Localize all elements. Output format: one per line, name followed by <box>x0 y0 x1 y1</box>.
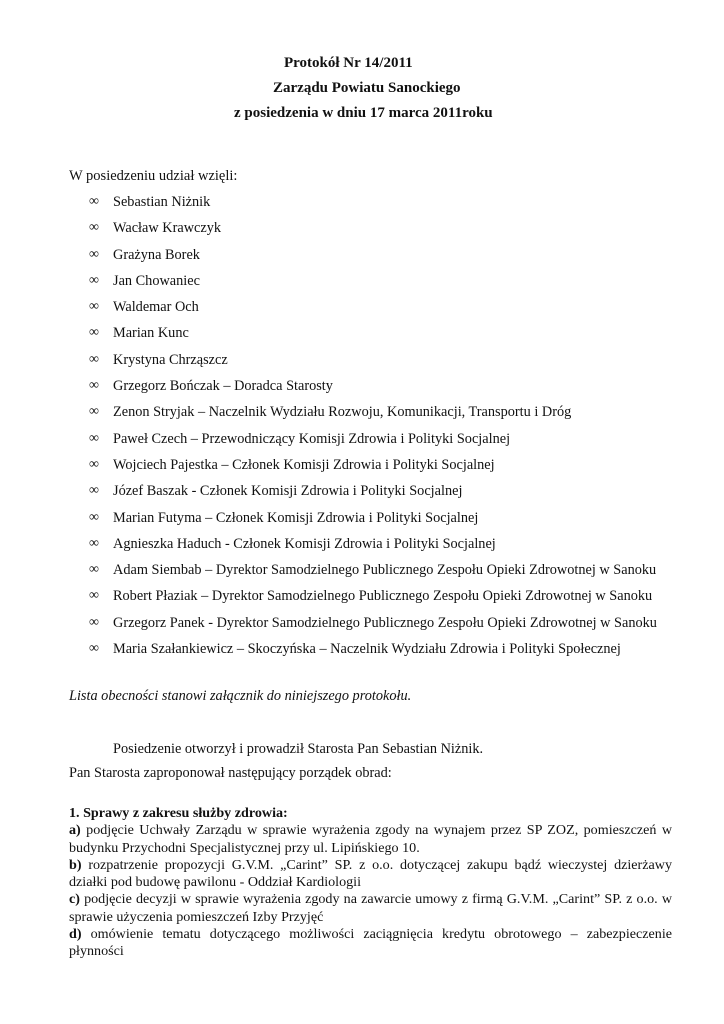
infinity-bullet-icon: ∞ <box>89 351 99 367</box>
infinity-bullet-icon: ∞ <box>89 614 99 630</box>
attendee-name: Grzegorz Bończak – Doradca Starosty <box>113 378 333 395</box>
attendee-name: Grzegorz Panek - Dyrektor Samodzielnego Publicznego Zespołu Opieki Zdrowotnej w Sanoku <box>113 614 657 631</box>
agenda-item-a <box>69 822 672 857</box>
attendee-name: Paweł Czech – Przewodniczący Komisji Zdrowia i Polityki Socjalnej <box>113 430 511 447</box>
attendee-name: Zenon Stryjak – Naczelnik Wydziału Rozwoju, Komunikacji, Transportu i Dróg <box>113 404 572 421</box>
infinity-bullet-icon: ∞ <box>89 562 99 578</box>
attendee-name: Robert Płaziak – Dyrektor Samodzielnego Publicznego Zespołu Opieki Zdrowotnej w Sanoku <box>113 588 653 605</box>
infinity-bullet-icon: ∞ <box>89 220 99 236</box>
attendee-name: Waldemar Och <box>113 299 199 316</box>
agenda-heading: 1. Sprawy z zakresu służby zdrowia: <box>69 805 288 821</box>
attendance-intro: W posiedzeniu udział wzięli: <box>69 168 238 184</box>
agenda-item-text: omówienie tematu dotyczącego możliwości zaciągnięcia kredytu obrotowego – zabezpieczenie płynności <box>69 926 672 960</box>
attendee-name: Maria Szałankiewicz – Skoczyńska – Naczelnik Wydziału Zdrowia i Polityki Społecznej <box>113 641 621 658</box>
attendee-name: Józef Baszak - Członek Komisji Zdrowia i Polityki Socjalnej <box>113 483 463 500</box>
infinity-bullet-icon: ∞ <box>89 483 99 499</box>
agenda-item-letter: b) <box>69 856 82 873</box>
attendee-name: Sebastian Niżnik <box>113 194 211 210</box>
infinity-bullet-icon: ∞ <box>89 430 99 446</box>
attendee-name: Agnieszka Haduch - Członek Komisji Zdrowia i Polityki Socjalnej <box>113 535 496 552</box>
infinity-bullet-icon: ∞ <box>89 535 99 551</box>
attendance-note: Lista obecności stanowi załącznik do niniejszego protokołu. <box>69 688 412 704</box>
infinity-bullet-icon: ∞ <box>89 325 99 341</box>
attendee-name: Jan Chowaniec <box>113 272 200 289</box>
infinity-bullet-icon: ∞ <box>89 194 99 209</box>
agenda-item-letter: a) <box>69 822 81 839</box>
agenda-item-text: podjęcie decyzji w sprawie wyrażenia zgody na zawarcie umowy z firmą G.V.M. „Carint” SP. z o.o. w sprawie użyczenia pomieszczeń Izby Przyjęć <box>69 891 672 925</box>
attendee-name: Marian Futyma – Członek Komisji Zdrowia i Polityki Socjalnej <box>113 509 479 526</box>
infinity-bullet-icon: ∞ <box>89 509 99 525</box>
agenda-item-text: rozpatrzenie propozycji G.V.M. „Carint” SP. z o.o. dotyczącej zakupu bądź wieczystej dzierżawy działki pod budowę pawilonu - Oddział Kardiologii <box>69 856 672 891</box>
board-name-title: Zarządu Powiatu Sanockiego <box>273 80 461 96</box>
infinity-bullet-icon: ∞ <box>89 299 99 315</box>
infinity-bullet-icon: ∞ <box>89 588 99 604</box>
agenda-item-c <box>69 891 672 926</box>
attendee-name: Grażyna Borek <box>113 246 200 263</box>
attendee-name: Adam Siembab – Dyrektor Samodzielnego Publicznego Zespołu Opieki Zdrowotnej w Sanoku <box>113 562 657 579</box>
opening-statement: Posiedzenie otworzył i prowadził Starosta Pan Sebastian Niżnik. <box>113 741 484 757</box>
infinity-bullet-icon: ∞ <box>89 272 99 288</box>
protocol-number-title: Protokół Nr 14/2011 <box>284 55 413 71</box>
infinity-bullet-icon: ∞ <box>89 246 99 262</box>
infinity-bullet-icon: ∞ <box>89 378 99 394</box>
attendee-name: Wacław Krawczyk <box>113 220 222 237</box>
infinity-bullet-icon: ∞ <box>89 641 99 657</box>
agenda-proposal: Pan Starosta zaproponował następujący porządek obrad: <box>69 765 392 781</box>
agenda-item-text: podjęcie Uchwały Zarządu w sprawie wyrażenia zgody na wynajem przez SP ZOZ, pomieszczeń w budynku Przychodni Specjalistycznej przy ul. Lipińskiego 10. <box>69 822 672 856</box>
infinity-bullet-icon: ∞ <box>89 404 99 420</box>
agenda-item-letter: c) <box>69 891 80 908</box>
agenda-item-b <box>69 857 672 892</box>
attendee-name: Krystyna Chrząszcz <box>113 351 228 368</box>
agenda-item-d <box>69 926 672 961</box>
agenda-section <box>69 805 672 961</box>
infinity-bullet-icon: ∞ <box>89 456 99 472</box>
agenda-item-letter: d) <box>69 926 82 943</box>
meeting-date-title: z posiedzenia w dniu 17 marca 2011roku <box>234 105 493 121</box>
attendee-name: Wojciech Pajestka – Członek Komisji Zdrowia i Polityki Socjalnej <box>113 456 495 473</box>
attendee-name: Marian Kunc <box>113 325 189 342</box>
